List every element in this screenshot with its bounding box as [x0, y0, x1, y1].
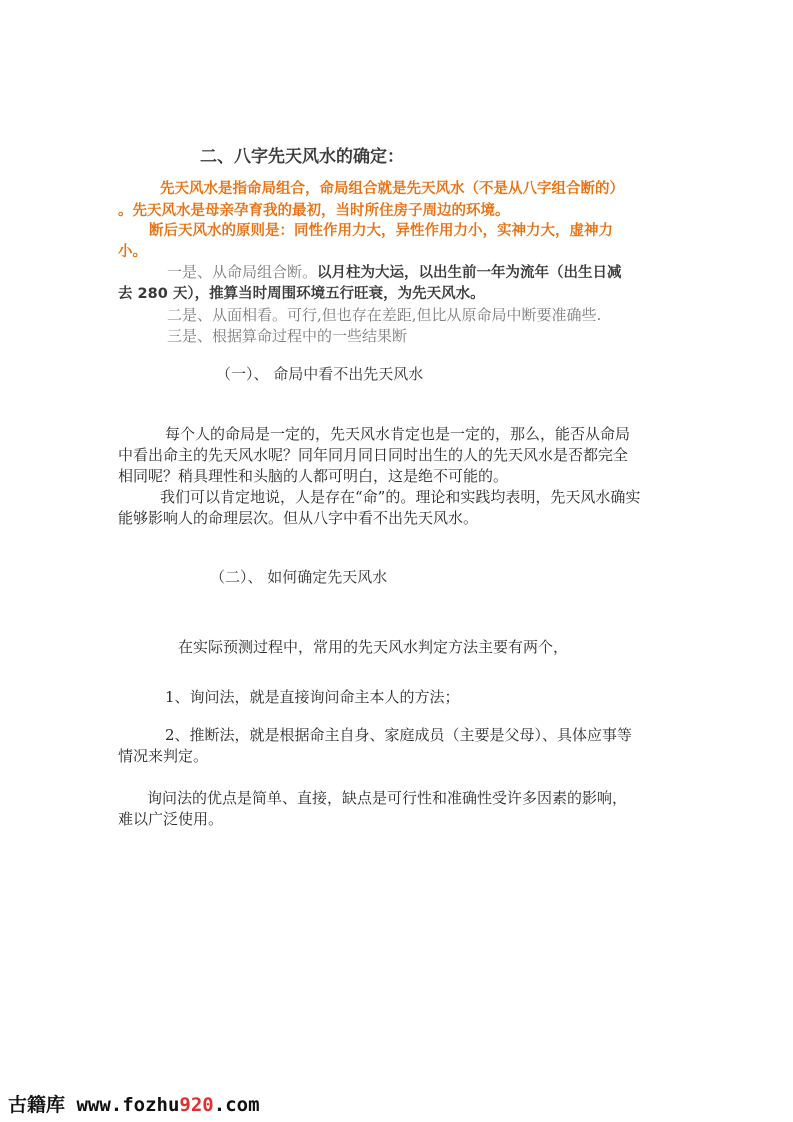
footer-watermark — [8, 1090, 260, 1117]
method-3: 三是、根据算命过程中的一些结果断 — [167, 327, 408, 345]
method-1-line-2: 去 280 天），推算当时周围环境五行旺衰，为先天风水。 — [118, 286, 485, 302]
sub1-heading: （一）、 命局中看不出先天风水 — [216, 365, 424, 383]
intro-line-3: 断后天风水的原则是：同性作用力大，异性作用力小，实神力大，虚神力 — [149, 223, 613, 239]
sub2-p2-line-2: 难以广泛使用。 — [118, 810, 224, 828]
intro-line-4: 小。 — [118, 244, 147, 260]
sub2-p1: 在实际预测过程中，常用的先天风水判定方法主要有两个， — [178, 638, 569, 656]
sub2-item-1: 1、询问法，就是直接询问命主本人的方法； — [165, 688, 460, 706]
sub2-heading: （二）、 如何确定先天风水 — [210, 568, 388, 586]
footer-url-number: 920 — [179, 1094, 214, 1116]
method-1-bold-a: 以月柱为大运，以出生前一年为流年（出生日减 — [317, 265, 622, 281]
footer-site-name: 古籍库 — [8, 1094, 66, 1116]
footer-url-prefix: www.fozhu — [76, 1094, 180, 1116]
section-title: 二、八字先天风水的确定： — [200, 147, 404, 167]
intro-line-2: 。先天风水是母亲孕育我的最初，当时所住房子周边的环境。 — [118, 203, 510, 219]
sub1-p1-line-2: 中看出命主的先天风水呢？同年同月同日同时出生的人的先天风水是否都完全 — [118, 446, 629, 464]
sub2-item-2-line-2: 情况来判定。 — [118, 747, 209, 765]
sub1-p1-line-3: 相同呢？稍具理性和头脑的人都可明白，这是绝不可能的。 — [118, 467, 509, 485]
method-2: 二是、从面相看。可行,但也存在差距,但比从原命局中断要准确些. — [167, 306, 602, 324]
method-1-prefix: 一是、从命局组合断。 — [167, 263, 318, 281]
sub2-item-2-line-1: 2、推断法，就是根据命主自身、家庭成员（主要是父母）、具体应事等 — [165, 726, 633, 744]
sub2-p2-line-1: 询问法的优点是简单、直接，缺点是可行性和准确性受许多因素的影响， — [147, 789, 628, 807]
footer-url-suffix: .com — [213, 1094, 260, 1116]
sub1-p2-line-2: 能够影响人的命理层次。但从八字中看不出先天风水。 — [118, 509, 479, 527]
sub1-p2-line-1: 我们可以肯定地说，人是存在“命”的。理论和实践均表明，先天风水确实 — [160, 488, 641, 506]
intro-line-1: 先天风水是指命局组合，命局组合就是先天风水（不是从八字组合断的） — [160, 181, 624, 197]
method-1-line-1 — [167, 262, 622, 283]
sub1-p1-line-1: 每个人的命局是一定的，先天风水肯定也是一定的，那么，能否从命局 — [165, 425, 631, 443]
